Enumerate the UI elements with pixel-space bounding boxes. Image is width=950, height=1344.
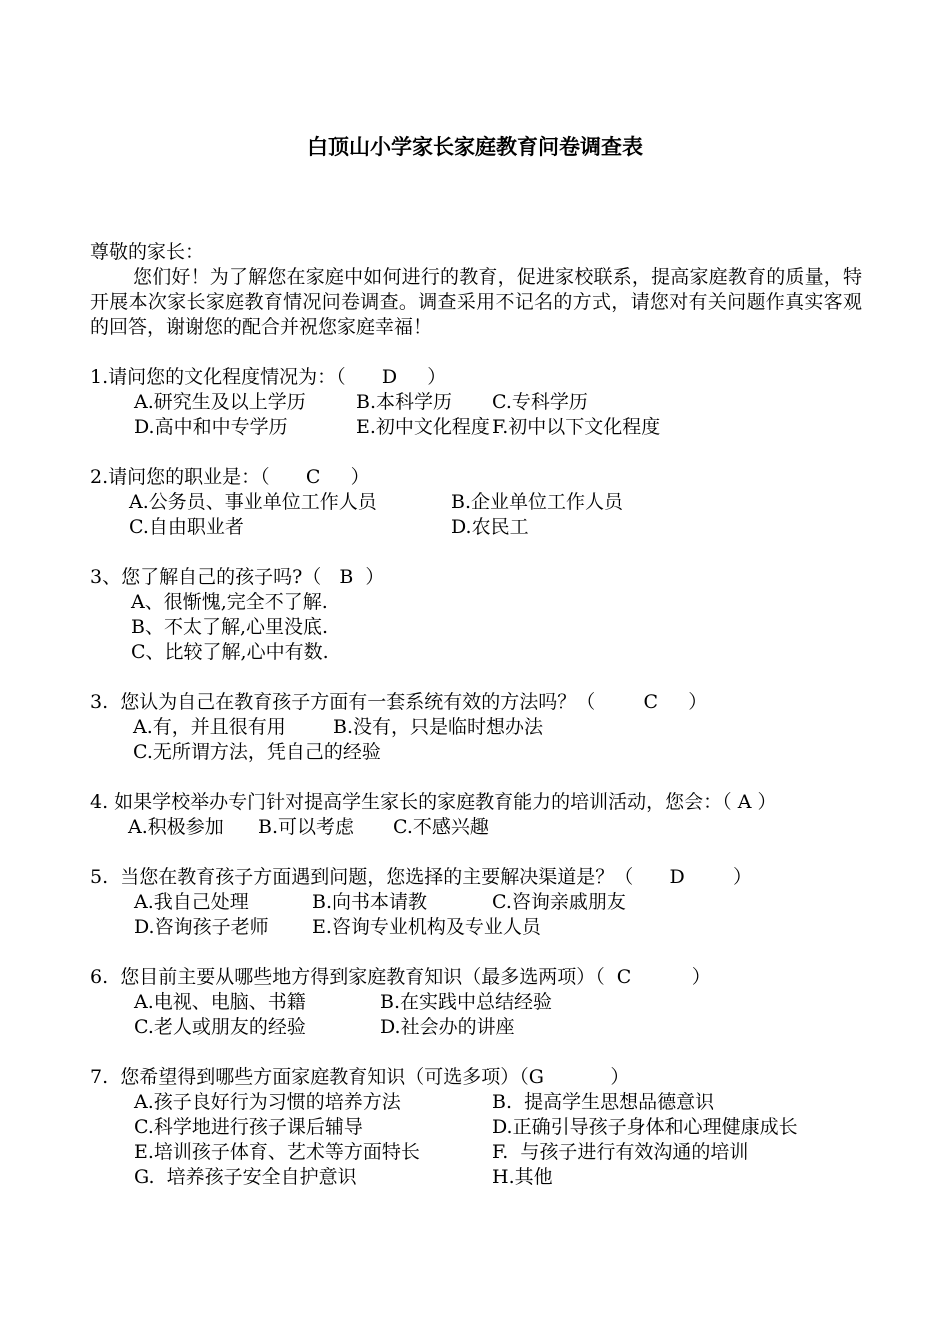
answer-option: A.积极参加 <box>128 816 224 838</box>
option-row <box>90 1165 950 1190</box>
answer-option: D.社会办的讲座 <box>380 1016 515 1038</box>
option-row <box>90 640 950 665</box>
answer-option: C.老人或朋友的经验 <box>134 1016 306 1038</box>
option-row <box>90 715 950 740</box>
answer-option: D.高中和中专学历 <box>134 416 288 438</box>
answer-option: B.本科学历 <box>356 391 453 413</box>
answer-option: E.咨询专业机构及专业人员 <box>312 916 541 938</box>
option-row <box>90 1140 950 1165</box>
answer-option: A.公务员、事业单位工作人员 <box>129 491 377 513</box>
answer-option: H.其他 <box>492 1166 553 1188</box>
greeting: 尊敬的家长： <box>90 241 205 263</box>
option-row <box>90 740 950 765</box>
answer-option: A.研究生及以上学历 <box>134 391 306 413</box>
answer-option: A、很惭愧,完全不了解. <box>131 591 328 613</box>
answer-option: C.无所谓方法，凭自己的经验 <box>133 741 381 763</box>
answer-option: B、不太了解,心里没底. <box>131 616 329 638</box>
answer-option: B.没有，只是临时想办法 <box>333 716 544 738</box>
answer-option: E.初中文化程度 <box>356 416 490 438</box>
option-row <box>90 915 950 940</box>
option-row <box>90 490 950 515</box>
answer-option: D.正确引导孩子身体和心理健康成长 <box>492 1116 798 1138</box>
option-row <box>90 415 950 440</box>
option-row <box>90 1090 950 1115</box>
answer-option: A.电视、电脑、书籍 <box>134 991 306 1013</box>
answer-option: A.孩子良好行为习惯的培养方法 <box>134 1091 401 1113</box>
question-block <box>90 365 950 440</box>
answer-option: B.企业单位工作人员 <box>451 491 624 513</box>
answer-option: C.咨询亲戚朋友 <box>492 891 626 913</box>
question-text: 2.请问您的职业是：（ C ） <box>90 466 370 488</box>
question-block <box>90 965 950 1040</box>
answer-option: C.专科学历 <box>492 391 588 413</box>
answer-option: D.农民工 <box>451 516 529 538</box>
answer-option: C.自由职业者 <box>129 516 244 538</box>
option-row <box>90 615 950 640</box>
option-row <box>90 390 950 415</box>
question-text: 3、您了解自己的孩子吗?（ B ） <box>90 566 385 588</box>
answer-option: D.咨询孩子老师 <box>134 916 269 938</box>
answer-option: C、比较了解,心中有数. <box>131 641 329 663</box>
answer-option: A.有，并且很有用 <box>133 716 286 738</box>
question-text: 6. 您目前主要从哪些地方得到家庭教育知识（最多选两项）（ C ） <box>90 966 711 988</box>
answer-option: G. 培养孩子安全自护意识 <box>134 1166 357 1188</box>
answer-option: B.向书本请教 <box>312 891 428 913</box>
question-list <box>90 365 950 1190</box>
option-row <box>90 1015 950 1040</box>
question-text: 5. 当您在教育孩子方面遇到问题，您选择的主要解决渠道是？（ D ） <box>90 866 752 888</box>
option-row <box>90 1115 950 1140</box>
answer-option: F.初中以下文化程度 <box>492 416 661 438</box>
question-block <box>90 865 950 940</box>
question-text: 4. 如果学校举办专门针对提高学生家长的家庭教育能力的培训活动，您会：（ A ） <box>90 791 777 813</box>
answer-option: C.科学地进行孩子课后辅导 <box>134 1116 363 1138</box>
option-row <box>90 990 950 1015</box>
question-text: 7. 您希望得到哪些方面家庭教育知识（可选多项）（G ） <box>90 1066 630 1088</box>
answer-option: C.不感兴趣 <box>393 816 489 838</box>
question-block <box>90 790 950 840</box>
question-block <box>90 1065 950 1190</box>
question-block <box>90 565 950 665</box>
answer-option: B. 提高学生思想品德意识 <box>492 1091 715 1113</box>
page-title: 白顶山小学家长家庭教育问卷调查表 <box>307 134 643 159</box>
option-row <box>90 590 950 615</box>
question-block <box>90 690 950 765</box>
option-row <box>90 515 950 540</box>
question-text: 1.请问您的文化程度情况为：（ D ） <box>90 366 447 388</box>
answer-option: A.我自己处理 <box>134 891 249 913</box>
answer-option: B.可以考虑 <box>258 816 355 838</box>
answer-option: F. 与孩子进行有效沟通的培训 <box>492 1141 749 1163</box>
option-row <box>90 890 950 915</box>
answer-option: E.培训孩子体育、艺术等方面特长 <box>134 1141 420 1163</box>
question-text: 3. 您认为自己在教育孩子方面有一套系统有效的方法吗？（ C ） <box>90 691 708 713</box>
intro-paragraph: 您们好！为了解您在家庭中如何进行的教育，促进家校联系，提高家庭教育的质量，特开展本次家长家庭教育情况问卷调查。调查采用不记名的方式，请您对有关问题作真实客观的回答，谢谢您的配合并祝您家庭幸福！ <box>90 266 862 338</box>
question-block <box>90 465 950 540</box>
answer-option: B.在实践中总结经验 <box>380 991 553 1013</box>
option-row <box>90 815 950 840</box>
